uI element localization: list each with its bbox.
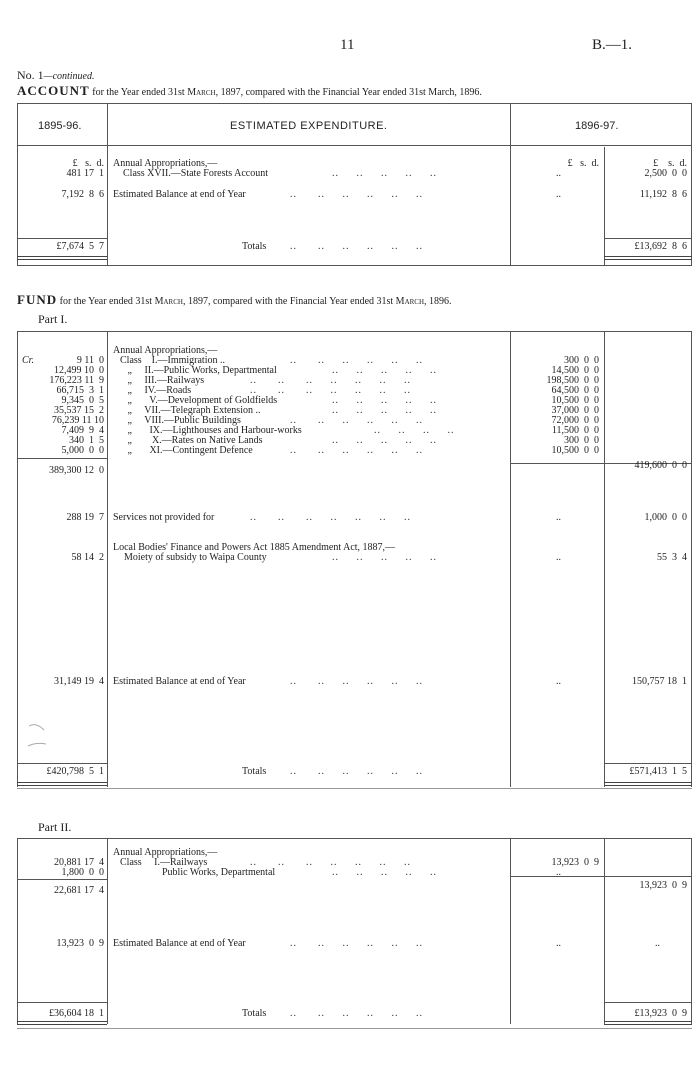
leader-dots: .. .. .. .. .. .. [290,938,423,949]
part1-col-rule-1 [107,331,108,787]
unit-mid: £ s. d. [567,158,599,169]
part2-row1-mid: 13,923 0 9 [551,857,599,868]
part2-row2-mid: .. [556,867,561,878]
document-reference: B.—1. [592,37,633,53]
section-number: No. 1—continued. [17,68,95,82]
leader-dots: .. .. .. .. .. [332,395,437,406]
part-1-heading: Part I. [38,312,68,326]
leader-dots: .. .. .. .. .. .. [290,189,423,200]
item-label: „ II.—Public Works, Departmental [120,365,277,376]
part2-double-rule-right [604,1021,692,1025]
fund-title: FUND for the Year ended 31st March, 1897, compared with the Financial Year ended 31st March, 1896. [17,292,452,307]
item-label: „ X.—Rates on Native Lands [120,435,263,446]
item-mid: 72,000 0 0 [551,415,599,426]
local-bodies-label-a: Local Bodies' Finance and Powers Act 1885 Amendment Act, 1887,— [113,542,396,553]
services-left: 288 19 7 [66,512,104,523]
account-col-rule-2 [510,103,511,265]
item-mid: 10,500 0 0 [551,445,599,456]
balance-left: 31,149 19 4 [54,676,104,687]
part2-col-rule-2 [510,838,511,1024]
part2-balance-left: 13,923 0 9 [56,938,104,949]
leader-dots: .. .. .. .. .. .. [290,766,423,777]
account-row1-mid: .. [556,168,561,179]
part2-col-rule-3 [604,838,605,1024]
account-row2-right: 11,192 8 6 [639,189,687,200]
item-label: „ IX.—Lighthouses and Harbour-works [120,425,302,436]
item-mid: 11,500 0 0 [551,425,599,436]
balance-right: 150,757 18 1 [632,676,687,687]
page-number: 11 [340,37,355,53]
part1-col-rule-2 [510,331,511,787]
item-mid: 300 0 0 [564,355,599,366]
part2-balance-mid: .. [556,938,561,949]
item-left: 76,239 11 10 [51,415,104,426]
col-header-estimated: ESTIMATED EXPENDITURE. [230,120,388,132]
item-left: 340 1 5 [69,435,104,446]
part2-total-rule-right [604,1002,692,1003]
leader-dots: .. .. .. .. .. .. .. [250,512,411,523]
local-bodies-mid: .. [556,552,561,563]
account-double-rule-right [604,256,692,260]
services-label: Services not provided for [113,512,215,523]
col-header-1896: 1896-97. [575,120,619,132]
leader-dots: .. .. .. .. .. .. [290,241,423,252]
part2-row1-left: 20,881 17 4 [54,857,104,868]
part1-total-rule-left [17,763,107,764]
account-total-rule-left [17,238,107,239]
col-header-1895: 1895-96. [38,120,82,132]
item-label: „ VIII.—Public Buildings [120,415,241,426]
part2-double-rule-left [17,1021,107,1025]
leader-dots: .. .. .. .. .. [332,405,437,416]
leader-dots: .. .. .. .. .. .. [290,355,423,366]
part1-total-left: £420,798 5 1 [46,766,104,777]
item-label: Class I.—Immigration .. [120,355,225,366]
leader-dots: .. .. .. .. .. .. [290,445,423,456]
part2-subtotal-rule-left [17,879,107,880]
account-row2-left: 7,192 8 6 [61,189,104,200]
item-left: 35,537 15 2 [54,405,104,416]
balance-label: Estimated Balance at end of Year [113,676,246,687]
part1-total-rule-right [604,763,692,764]
part2-appropriations-label: Annual Appropriations,— [113,847,218,858]
part1-double-rule-right [604,782,692,786]
balance-mid: .. [556,676,561,687]
account-header-rule [17,145,692,146]
unit-left: £ s. d. [72,158,104,169]
part1-subtotal-right: 419,600 0 0 [634,460,687,471]
part2-row2-label: Public Works, Departmental [162,867,276,878]
part2-top-rule [17,838,692,839]
account-total-rule-right [604,238,692,239]
part2-row1-label: Class I.—Railways [120,857,208,868]
item-mid: 37,000 0 0 [551,405,599,416]
item-mid: 10,500 0 0 [551,395,599,406]
part2-col-rule-1 [107,838,108,1024]
account-row2-label: Estimated Balance at end of Year [113,189,246,200]
part1-top-rule [17,331,692,332]
part2-total-left: £36,604 18 1 [49,1008,104,1019]
account-title: ACCOUNT for the Year ended 31st March, 1897, compared with the Financial Year ended 31st March, 1896. [17,83,482,98]
item-left: 9 11 0 [76,355,104,366]
leader-dots: .. .. .. .. .. [332,552,437,563]
account-totals-label: Totals [242,241,267,252]
part2-left-border [17,838,18,1024]
local-bodies-label-b: Moiety of subsidy to Waipa County [124,552,267,563]
item-left: 7,409 9 4 [61,425,104,436]
leader-dots: .. .. .. .. .. .. [290,415,423,426]
part2-subtotal-left: 22,681 17 4 [54,885,104,896]
credit-label: Cr. [22,355,34,366]
item-left: 9,345 0 5 [61,395,104,406]
part1-col-rule-3 [604,331,605,787]
item-left: 176,223 11 9 [49,375,104,386]
services-mid: .. [556,512,561,523]
item-mid: 198,500 0 0 [546,375,599,386]
account-row2-mid: .. [556,189,561,200]
part1-subtotal-rule-left [17,458,107,459]
item-mid: 64,500 0 0 [551,385,599,396]
local-bodies-right: 55 3 4 [657,552,687,563]
item-label: „ VII.—Telegraph Extension .. [120,405,261,416]
leader-dots: .. .. .. .. .. .. .. [250,385,411,396]
part2-total-right: £13,923 0 9 [634,1008,687,1019]
item-label: „ XI.—Contingent Defence [120,445,253,456]
leader-dots: .. .. .. .. .. [332,867,437,878]
fund-appropriations-label: Annual Appropriations,— [113,345,218,356]
item-mid: 300 0 0 [564,435,599,446]
leader-dots: .. .. .. .. [374,425,455,436]
account-total-right: £13,692 8 6 [634,241,687,252]
part1-bottom-rule [17,788,692,789]
leader-dots: .. .. .. .. .. .. [290,676,423,687]
account-total-left: £7,674 5 7 [56,241,104,252]
unit-right: £ s. d. [653,158,687,169]
part2-subtotal-rule-right [510,876,692,877]
item-left: 5,000 0 0 [61,445,104,456]
leader-dots: .. .. .. .. .. [332,435,437,446]
item-left: 66,715 3 1 [56,385,104,396]
item-mid: 14,500 0 0 [551,365,599,376]
account-row1-label-a: Annual Appropriations,— [113,158,218,169]
account-row1-label-b: Class XVII.—State Forests Account [123,168,268,179]
item-label: „ III.—Railways [120,375,205,386]
part-2-heading: Part II. [38,820,72,834]
part2-balance-right: .. [655,938,660,949]
part2-subtotal-right: 13,923 0 9 [639,880,687,891]
services-right: 1,000 0 0 [644,512,687,523]
leader-dots: .. .. .. .. .. [332,168,437,179]
item-left: 12,499 10 0 [54,365,104,376]
account-double-rule-left [17,256,107,260]
account-col-rule-3 [604,147,605,265]
part1-double-rule-left [17,782,107,786]
leader-dots: .. .. .. .. .. .. [290,1008,423,1019]
account-row1-left: 481 17 1 [66,168,104,179]
item-label: „ IV.—Roads [120,385,192,396]
account-row1-right: 2,500 0 0 [644,168,687,179]
part1-total-right: £571,413 1 5 [629,766,687,777]
part2-total-rule-left [17,1002,107,1003]
part1-totals-label: Totals [242,766,267,777]
part2-right-border [691,838,692,1024]
part1-left-border [17,331,18,787]
part2-row2-left: 1,800 0 0 [61,867,104,878]
pencil-marks [26,720,56,750]
part2-totals-label: Totals [242,1008,267,1019]
leader-dots: .. .. .. .. .. [332,365,437,376]
item-label: „ V.—Development of Goldfields [120,395,278,406]
part2-bottom-rule [17,1028,692,1029]
leader-dots: .. .. .. .. .. .. .. [250,375,411,386]
part2-balance-label: Estimated Balance at end of Year [113,938,246,949]
part1-right-border [691,331,692,787]
local-bodies-left: 58 14 2 [71,552,104,563]
part1-subtotal-left: 389,300 12 0 [49,465,104,476]
account-col-rule-1 [107,103,108,265]
leader-dots: .. .. .. .. .. .. .. [250,857,411,868]
